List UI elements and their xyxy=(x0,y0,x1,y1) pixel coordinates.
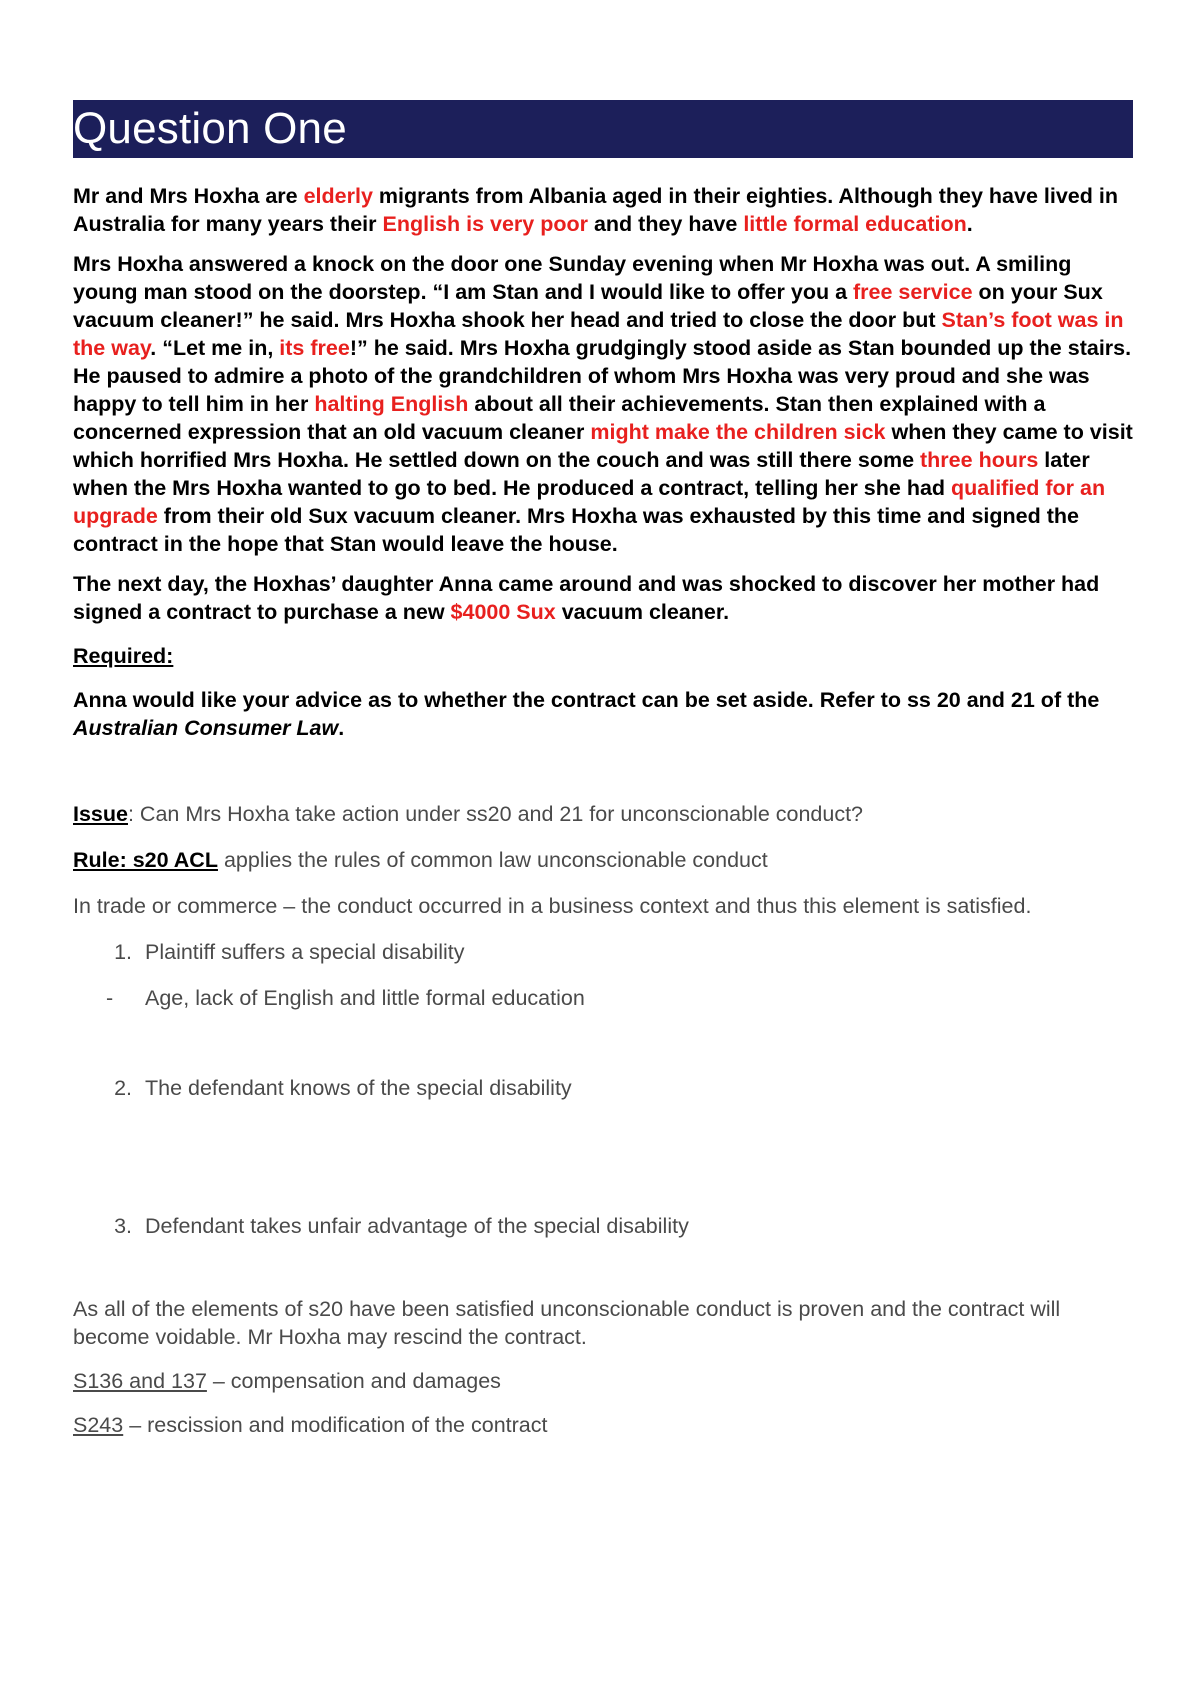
highlighted-phrase: qualified for an upgrade xyxy=(73,476,1106,528)
required-question xyxy=(73,686,1133,742)
issue-line xyxy=(73,800,1133,828)
required-act-name: Australian Consumer Law xyxy=(73,716,339,740)
text-run: !” he said. Mrs Hoxha grudgingly stood aside as Stan bounded up the stairs. He paused to admire a photo of the grandchildren of whom Mrs Hoxha was very proud and she was happy to tell him in her xyxy=(73,336,1132,416)
text-run: and they have xyxy=(587,212,744,236)
required-label: Required: xyxy=(73,644,174,668)
title-banner xyxy=(73,100,1133,158)
text-run: The next day, the Hoxhas’ daughter Anna came around and was shocked to discover her mother had signed a contract to purchase a new xyxy=(73,572,1100,624)
issue-label: Issue xyxy=(73,802,128,826)
highlighted-phrase: might make the children sick xyxy=(590,420,886,444)
text-run: when they came to visit which horrified Mrs Hoxha. He settled down on the couch and was still there some xyxy=(73,420,1133,472)
element-3-number: 3. xyxy=(114,1214,132,1238)
conclusion-text: As all of the elements of s20 have been satisfied unconscionable conduct is proven and the contract will become voidable. Mr Hoxha may rescind the contract. xyxy=(73,1297,1061,1349)
element-1-sub-bullet: - xyxy=(106,986,114,1010)
s136-line xyxy=(73,1367,1133,1395)
element-2 xyxy=(73,1074,1133,1102)
highlighted-phrase: Stan’s foot was in the way xyxy=(73,308,1124,360)
s136-label: S136 and 137 xyxy=(73,1369,207,1393)
facts-paragraph-1 xyxy=(73,182,1133,238)
highlighted-phrase: little formal education xyxy=(743,212,967,236)
highlighted-phrase: elderly xyxy=(303,184,373,208)
s243-line xyxy=(73,1411,1133,1439)
element-1-sub-text: Age, lack of English and little formal education xyxy=(145,986,585,1010)
element-2-text: The defendant knows of the special disability xyxy=(145,1076,572,1100)
required-text-end: . xyxy=(338,716,345,740)
document-page xyxy=(73,100,1133,1451)
highlighted-phrase: halting English xyxy=(314,392,469,416)
rule-line xyxy=(73,846,1133,874)
highlighted-phrase: three hours xyxy=(920,448,1039,472)
element-3-text: Defendant takes unfair advantage of the special disability xyxy=(145,1214,689,1238)
element-1 xyxy=(73,938,1133,966)
facts-paragraph-3 xyxy=(73,570,1133,626)
text-run: on your Sux vacuum cleaner!” he said. Mrs Hoxha shook her head and tried to close the door but xyxy=(73,280,1103,332)
highlighted-phrase: English is very poor xyxy=(382,212,588,236)
text-run: vacuum cleaner. xyxy=(555,600,730,624)
s243-label: S243 xyxy=(73,1413,124,1437)
text-run: later when the Mrs Hoxha wanted to go to bed. He produced a contract, telling her she had xyxy=(73,448,1090,500)
required-text: Anna would like your advice as to whether the contract can be set aside. Refer to ss 20 and 21 of the xyxy=(73,688,1100,712)
text-run: . “Let me in, xyxy=(150,336,280,360)
highlighted-phrase: $4000 Sux xyxy=(450,600,556,624)
text-run: Mrs Hoxha answered a knock on the door one Sunday evening when Mr Hoxha was out. A smiling young man stood on the doorstep. “I am Stan and I would like to offer you a xyxy=(73,252,1072,304)
element-1-number: 1. xyxy=(114,940,132,964)
facts-paragraph-2 xyxy=(73,250,1133,558)
element-1-sub xyxy=(73,984,1133,1012)
text-run: . xyxy=(966,212,973,236)
highlighted-phrase: its free xyxy=(279,336,350,360)
rule-text: applies the rules of common law unconscionable conduct xyxy=(217,848,768,872)
s243-text: – rescission and modification of the contract xyxy=(123,1413,548,1437)
rule-label: Rule: s20 ACL xyxy=(73,848,218,872)
s136-text: – compensation and damages xyxy=(206,1369,501,1393)
required-heading xyxy=(73,642,1133,670)
text-run: from their old Sux vacuum cleaner. Mrs Hoxha was exhausted by this time and signed the contract in the hope that Stan would leave the house. xyxy=(73,504,1079,556)
trade-commerce-text: In trade or commerce – the conduct occurred in a business context and thus this element is satisfied. xyxy=(73,894,1032,918)
text-run: Mr and Mrs Hoxha are xyxy=(73,184,304,208)
page-title: Question One xyxy=(73,104,347,153)
element-2-number: 2. xyxy=(114,1076,132,1100)
highlighted-phrase: free service xyxy=(853,280,973,304)
text-run: about all their achievements. Stan then explained with a concerned expression that an old vacuum cleaner xyxy=(73,392,1046,444)
issue-text: : Can Mrs Hoxha take action under ss20 and 21 for unconscionable conduct? xyxy=(127,802,864,826)
element-1-text: Plaintiff suffers a special disability xyxy=(145,940,465,964)
element-3 xyxy=(73,1212,1133,1240)
text-run: migrants from Albania aged in their eighties. Although they have lived in Australia for many years their xyxy=(73,184,1118,236)
